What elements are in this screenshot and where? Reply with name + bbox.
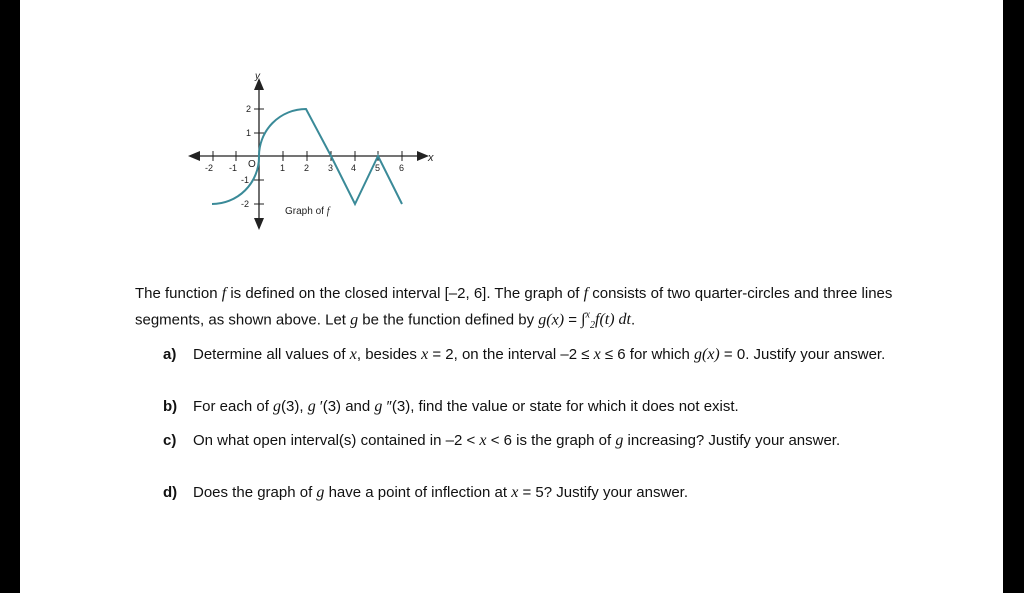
y-tick-label: -2	[241, 199, 250, 209]
question-c	[163, 432, 908, 450]
y-axis-label: y	[255, 71, 260, 82]
question-b	[163, 398, 908, 416]
question-label: b)	[163, 398, 178, 415]
question-text: On what open interval(s) contained in –2 < x < 6 is the graph of g increasing? Justify your answer.	[193, 432, 841, 449]
origin-label: O	[248, 159, 256, 170]
graph-caption: Graph of f	[285, 206, 330, 217]
x-tick-label: 1	[280, 163, 286, 173]
question-a	[163, 346, 908, 364]
x-tick-label: -2	[205, 163, 214, 173]
question-text: Does the graph of g have a point of inflection at x = 5? Justify your answer.	[193, 484, 688, 501]
x-tick-label: 2	[304, 163, 310, 173]
x-tick-label: -1	[229, 163, 238, 173]
problem-intro: The function f is defined on the closed interval [–2, 6]. The graph of f consists of two quarter-circles and three lines segments, as shown above. Let g be the function defined by g(x) = ∫$^x_2$f(t) dt.	[135, 285, 893, 332]
x-tick-label: 3	[328, 163, 334, 173]
y-tick-label: 1	[246, 128, 252, 138]
worksheet-page	[20, 0, 1003, 593]
question-label: a)	[163, 346, 177, 363]
graph-svg	[180, 60, 450, 240]
question-text: Determine all values of x, besides x = 2, on the interval –2 ≤ x ≤ 6 for which g(x) = 0. Justify your answer.	[193, 346, 886, 363]
x-tick-label: 5	[375, 163, 381, 173]
y-tick-label: 2	[246, 104, 252, 114]
question-label: d)	[163, 484, 178, 501]
x-axis-left-arrow	[188, 151, 200, 161]
x-axis-label: x	[428, 152, 434, 164]
question-d	[163, 484, 908, 502]
x-tick-label: 4	[351, 163, 357, 173]
y-tick-label: -1	[241, 175, 250, 185]
x-tick-label: 6	[399, 163, 405, 173]
y-axis-bottom-arrow	[254, 218, 264, 230]
question-text: For each of g(3), g ′(3) and g ″(3), find the value or state for which it does not exist.	[193, 398, 739, 415]
graph-of-f	[180, 60, 450, 240]
integral-expression: ∫$^x_2$f(t) dt	[581, 310, 631, 332]
question-label: c)	[163, 432, 177, 449]
